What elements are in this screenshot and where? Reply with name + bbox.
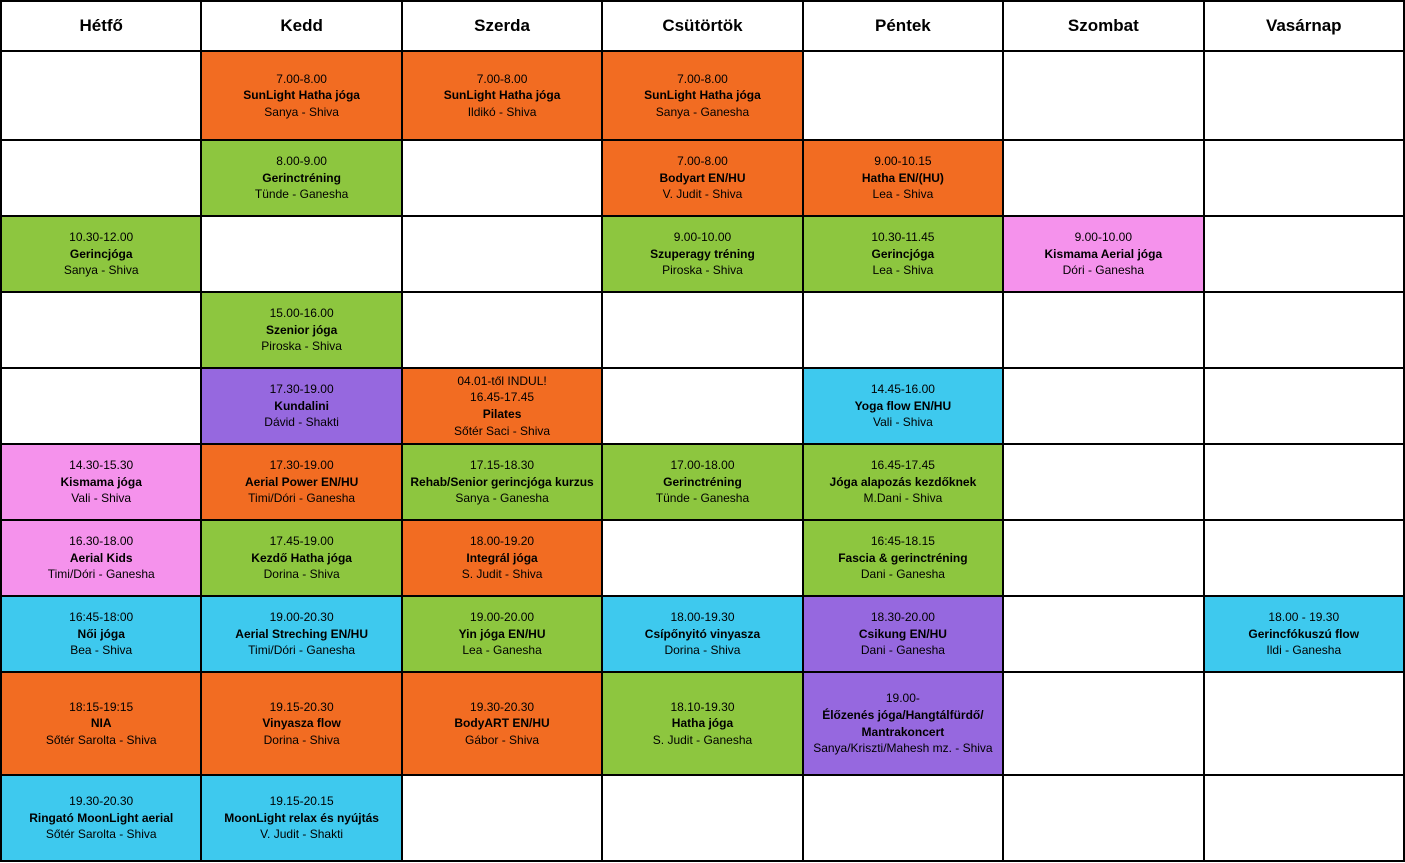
class-cell	[402, 368, 602, 444]
class-cell	[602, 140, 802, 216]
class-cell	[402, 444, 602, 520]
class-time: 10.30-12.00	[69, 230, 134, 245]
class-title: Női jóga	[77, 626, 125, 641]
day-header-row	[1, 1, 1404, 51]
class-time: 18:15-19:15	[69, 699, 134, 714]
class-cell	[1, 672, 201, 775]
class-teacher-location: Lea - Ganesha	[462, 643, 542, 658]
class-teacher-location: Lea - Shiva	[872, 263, 934, 278]
class-title: Szenior jóga	[265, 322, 338, 337]
class-title: Gerincjóga	[871, 246, 935, 261]
class-teacher-location: Dorina - Shiva	[664, 643, 741, 658]
class-time: 14.45-16.00	[870, 382, 935, 397]
class-teacher-location: S. Judit - Ganesha	[652, 732, 753, 747]
class-time: 7.00-8.00	[476, 71, 528, 86]
schedule-row-0	[1, 51, 1404, 140]
class-cell	[602, 672, 802, 775]
class-cell	[1, 444, 201, 520]
class-time: 19.30-20.30	[69, 794, 134, 809]
empty-cell	[1003, 292, 1203, 368]
schedule-row-4	[1, 368, 1404, 444]
class-title: Gerincfókuszú flow	[1248, 626, 1360, 641]
class-title: Yin jóga EN/HU	[458, 626, 546, 641]
day-header-2: Szerda	[402, 1, 602, 51]
class-title: SunLight Hatha jóga	[443, 88, 561, 103]
empty-cell	[803, 292, 1003, 368]
class-cell	[602, 444, 802, 520]
class-time: 17.00-18.00	[670, 458, 735, 473]
empty-cell	[602, 292, 802, 368]
class-title: Kundalini	[274, 398, 329, 413]
class-teacher-location: Timi/Dóri - Ganesha	[47, 567, 155, 582]
class-cell	[803, 520, 1003, 596]
class-title: Integrál jóga	[466, 550, 538, 565]
class-cell	[602, 51, 802, 140]
class-cell	[402, 596, 602, 672]
class-time: 19.00-20.30	[269, 610, 334, 625]
class-teacher-location: Sőtér Sarolta - Shiva	[45, 827, 157, 842]
class-teacher-location: Tünde - Ganesha	[254, 187, 349, 202]
class-title: Szuperagy tréning	[650, 246, 755, 261]
empty-cell	[1003, 520, 1203, 596]
class-teacher-location: Tünde - Ganesha	[655, 491, 750, 506]
class-cell	[1, 596, 201, 672]
empty-cell	[602, 775, 802, 861]
class-title: Gerincjóga	[69, 246, 133, 261]
class-cell	[1003, 216, 1203, 292]
empty-cell	[1204, 775, 1404, 861]
class-teacher-location: Dani - Ganesha	[860, 567, 945, 582]
empty-cell	[1204, 520, 1404, 596]
day-header-4: Péntek	[803, 1, 1003, 51]
class-time: 19.15-20.30	[269, 699, 334, 714]
class-cell	[1, 520, 201, 596]
empty-cell	[1204, 51, 1404, 140]
class-title: Hatha jóga	[671, 716, 734, 731]
empty-cell	[1003, 596, 1203, 672]
class-teacher-location: Timi/Dóri - Ganesha	[248, 491, 356, 506]
schedule-row-6	[1, 520, 1404, 596]
empty-cell	[1, 140, 201, 216]
schedule-row-5	[1, 444, 1404, 520]
class-time: 9.00-10.00	[673, 230, 732, 245]
class-title: Aerial Kids	[69, 550, 133, 565]
class-title: SunLight Hatha jóga	[243, 88, 360, 103]
class-title: BodyART EN/HU	[454, 716, 550, 731]
class-cell	[201, 672, 401, 775]
class-cell	[201, 292, 401, 368]
class-title: Bodyart EN/HU	[659, 170, 746, 185]
class-time: 8.00-9.00	[276, 154, 327, 169]
class-time: 7.00-8.00	[677, 154, 728, 169]
class-cell	[1, 216, 201, 292]
class-time: 17.30-19.00	[269, 382, 334, 397]
class-teacher-location: Dani - Ganesha	[860, 643, 945, 658]
empty-cell	[803, 775, 1003, 861]
class-teacher-location: Dorina - Shiva	[263, 567, 340, 582]
class-teacher-location: Sanya - Ganesha	[655, 104, 750, 119]
class-teacher-location: Vali - Shiva	[71, 491, 132, 506]
class-time: 16.45-17.45	[870, 458, 935, 473]
class-cell	[402, 520, 602, 596]
empty-cell	[402, 216, 602, 292]
class-title: Fascia & gerinctréning	[838, 550, 968, 565]
class-teacher-location: V. Judit - Shakti	[260, 827, 344, 842]
schedule-row-9	[1, 775, 1404, 861]
schedule-row-8	[1, 672, 1404, 775]
class-title: Kismama Aerial jóga	[1044, 246, 1163, 261]
class-teacher-location: Dorina - Shiva	[263, 732, 340, 747]
empty-cell	[1003, 51, 1203, 140]
class-time: 18.00-19.20	[470, 534, 535, 549]
class-title: Csikung EN/HU	[858, 626, 947, 641]
class-cell	[201, 596, 401, 672]
schedule-row-3	[1, 292, 1404, 368]
class-time: 10.30-11.45	[871, 230, 935, 245]
class-teacher-location: Timi/Dóri - Ganesha	[248, 643, 356, 658]
class-cell	[201, 51, 401, 140]
class-title: Csípőnyitó vinyasza	[644, 626, 761, 641]
day-header-0: Hétfő	[1, 1, 201, 51]
class-cell	[803, 216, 1003, 292]
class-title: Rehab/Senior gerincjóga kurzus	[410, 474, 594, 489]
class-cell	[803, 368, 1003, 444]
class-time: 19.30-20.30	[470, 699, 535, 714]
class-time: 18.00 - 19.30	[1268, 610, 1340, 625]
class-time: 9.00-10.00	[1074, 230, 1133, 245]
empty-cell	[602, 368, 802, 444]
class-title: Élőzenés jóga/Hangtálfürdő/ Mantrakoncert	[822, 707, 984, 739]
class-title: Pilates	[482, 407, 522, 421]
day-header-1: Kedd	[201, 1, 401, 51]
class-cell	[803, 672, 1003, 775]
empty-cell	[803, 51, 1003, 140]
class-teacher-location: Ildi - Ganesha	[1266, 643, 1342, 658]
class-title: Aerial Streching EN/HU	[235, 626, 368, 641]
class-cell	[201, 775, 401, 861]
empty-cell	[1003, 444, 1203, 520]
class-cell	[201, 368, 401, 444]
class-time: 17.15-18.30	[470, 458, 535, 473]
day-header-5: Szombat	[1003, 1, 1203, 51]
class-teacher-location: S. Judit - Shiva	[461, 567, 543, 582]
class-cell	[1204, 596, 1404, 672]
class-time: 17.30-19.00	[269, 458, 334, 473]
class-time: 16:45-18.15	[870, 534, 935, 549]
class-time: 18.10-19.30	[670, 699, 735, 714]
class-teacher-location: Sanya/Kriszti/Mahesh mz. - Shiva	[813, 741, 993, 756]
empty-cell	[402, 292, 602, 368]
class-time: 19.15-20.15	[269, 794, 334, 809]
empty-cell	[402, 140, 602, 216]
class-title: Kismama jóga	[60, 474, 142, 489]
class-time: 19.00-20.00	[470, 610, 535, 625]
schedule-row-2	[1, 216, 1404, 292]
class-title: Gerinctréning	[262, 170, 341, 185]
empty-cell	[1, 368, 201, 444]
class-title: Jóga alapozás kezdőknek	[829, 474, 977, 489]
class-title: Ringató MoonLight aerial	[29, 810, 174, 825]
class-time: 14.30-15.30	[69, 458, 134, 473]
class-teacher-location: Gábor - Shiva	[465, 732, 540, 747]
class-title: Gerinctréning	[663, 474, 742, 489]
class-title: SunLight Hatha jóga	[644, 88, 761, 103]
class-time: 16.45-17.45	[470, 390, 535, 405]
class-time: 7.00-8.00	[677, 71, 728, 86]
class-teacher-location: Dávid - Shakti	[264, 415, 339, 430]
empty-cell	[602, 520, 802, 596]
class-time: 18.00-19.30	[670, 610, 735, 625]
class-title: Kezdő Hatha jóga	[251, 550, 352, 565]
class-teacher-location: Vali - Shiva	[872, 415, 933, 430]
schedule-row-7	[1, 596, 1404, 672]
class-cell	[803, 140, 1003, 216]
class-title: Vinyasza flow	[262, 716, 341, 731]
class-cell	[201, 520, 401, 596]
class-time: 16.30-18.00	[69, 534, 134, 549]
empty-cell	[1, 292, 201, 368]
class-cell	[402, 672, 602, 775]
empty-cell	[402, 775, 602, 861]
class-teacher-location: Sőtér Saci - Shiva	[454, 423, 551, 438]
class-teacher-location: Sanya - Ganesha	[455, 491, 549, 506]
class-cell	[201, 444, 401, 520]
class-teacher-location: Ildikó - Shiva	[467, 104, 537, 119]
day-header-6: Vasárnap	[1204, 1, 1404, 51]
class-cell	[201, 140, 401, 216]
empty-cell	[1204, 444, 1404, 520]
class-time: 17.45-19.00	[269, 534, 334, 549]
class-teacher-location: Sanya - Shiva	[63, 263, 139, 278]
empty-cell	[1003, 775, 1203, 861]
empty-cell	[1003, 140, 1203, 216]
day-header-3: Csütörtök	[602, 1, 802, 51]
class-teacher-location: Piroska - Shiva	[662, 263, 743, 278]
class-teacher-location: Sőtér Sarolta - Shiva	[45, 732, 157, 747]
class-teacher-location: Bea - Shiva	[70, 643, 133, 658]
empty-cell	[1204, 140, 1404, 216]
class-time: 16:45-18:00	[69, 610, 134, 625]
class-teacher-location: Sanya - Shiva	[264, 104, 339, 119]
schedule-row-1	[1, 140, 1404, 216]
class-teacher-location: Piroska - Shiva	[261, 339, 342, 354]
empty-cell	[1003, 368, 1203, 444]
class-cell	[602, 216, 802, 292]
schedule-body	[1, 51, 1404, 861]
empty-cell	[1204, 672, 1404, 775]
class-time: 19.00-	[885, 691, 920, 706]
empty-cell	[1, 51, 201, 140]
class-cell	[1, 775, 201, 861]
class-cell	[803, 444, 1003, 520]
class-title: MoonLight relax és nyújtás	[224, 810, 379, 825]
class-cell	[602, 596, 802, 672]
class-teacher-location: Lea - Shiva	[872, 187, 934, 202]
class-title: Hatha EN/(HU)	[861, 170, 944, 185]
class-time: 9.00-10.15	[874, 154, 932, 169]
class-time: 15.00-16.00	[269, 306, 334, 321]
class-cell	[402, 51, 602, 140]
class-start-note: 04.01-től INDUL!	[457, 373, 547, 388]
class-teacher-location: V. Judit - Shiva	[662, 187, 743, 202]
class-teacher-location: Dóri - Ganesha	[1062, 263, 1144, 278]
class-teacher-location: M.Dani - Shiva	[863, 491, 943, 506]
class-title: Aerial Power EN/HU	[244, 474, 359, 489]
empty-cell	[1204, 216, 1404, 292]
class-title: Yoga flow EN/HU	[854, 398, 952, 413]
empty-cell	[1204, 368, 1404, 444]
class-cell	[803, 596, 1003, 672]
empty-cell	[201, 216, 401, 292]
class-time: 18.30-20.00	[870, 610, 935, 625]
empty-cell	[1003, 672, 1203, 775]
class-time: 7.00-8.00	[276, 71, 327, 86]
empty-cell	[1204, 292, 1404, 368]
class-title: NIA	[90, 716, 112, 731]
